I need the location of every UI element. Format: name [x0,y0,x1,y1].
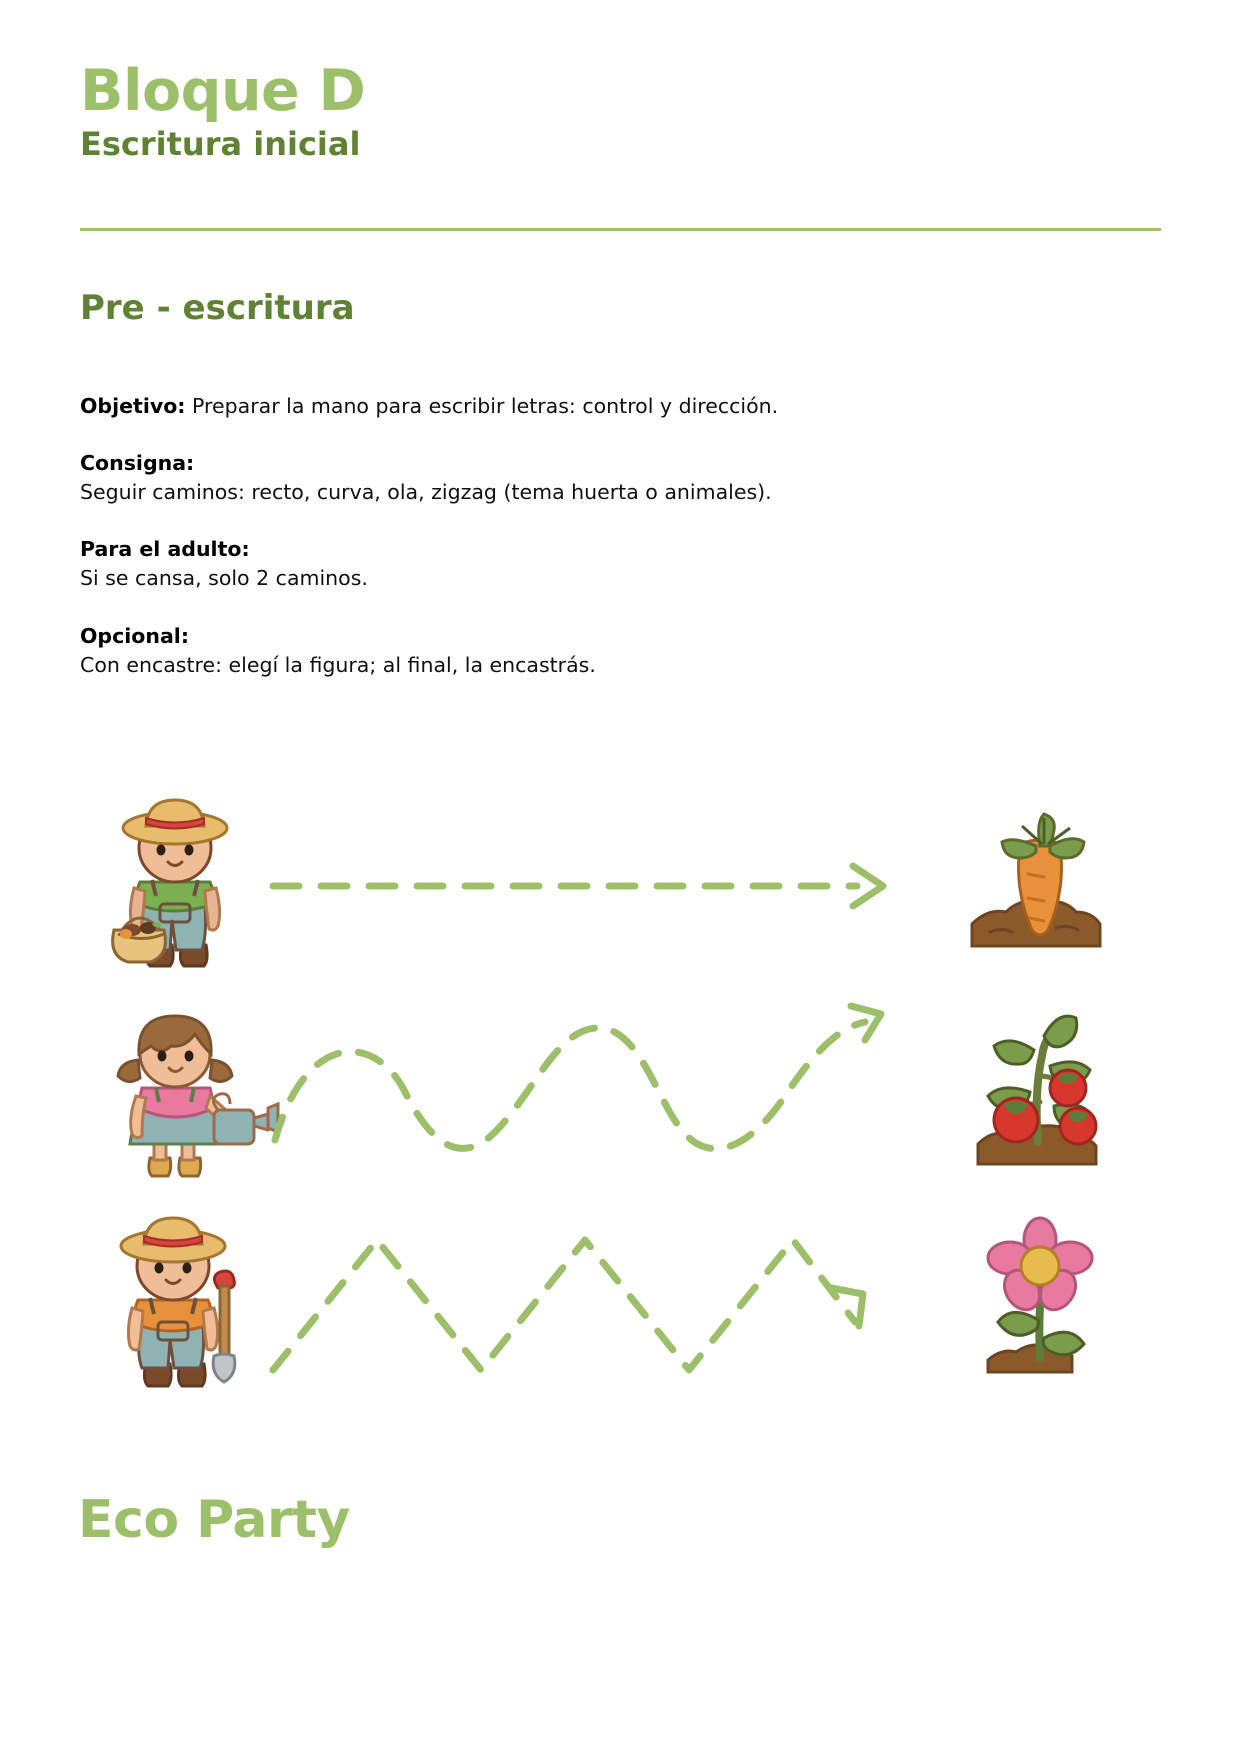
path-ola [265,992,915,1192]
instruction-body-consigna: Seguir caminos: recto, curva, ola, zigzag (tema huerta o animales). [80,480,772,505]
girl-with-watering-can-icon [90,992,260,1192]
carrot-in-soil-icon [960,782,1120,982]
instruction-inline-objetivo: Preparar la mano para escribir letras: control y dirección. [185,394,779,418]
instruction-label-consigna: Consigna: [80,451,195,476]
instruction-body-opcional: Con encastre: elegí la figura; al final, la encastrás. [80,652,596,677]
tracing-activity [80,782,1160,1422]
brand-logo: Eco Party [78,1490,350,1550]
instruction-para-el-adulto [80,535,1140,593]
path-zigzag [265,1202,915,1402]
boy-with-basket-icon [90,782,260,982]
instruction-consigna [80,449,1140,507]
instruction-body-para-el-adulto: Si se cansa, solo 2 caminos. [80,566,368,591]
instruction-opcional [80,622,1140,680]
path-recto [265,782,915,982]
instruction-label-para-el-adulto: Para el adulto: [80,537,250,562]
header-divider [80,228,1161,231]
pink-flower-icon [960,1202,1120,1402]
page-title: Bloque D [80,58,366,124]
tracing-row-zigzag [80,1202,1160,1402]
page-header [80,58,1160,164]
tomato-plant-icon [960,992,1120,1192]
instruction-label-objetivo: Objetivo: [80,394,186,418]
boy-with-shovel-icon [90,1202,260,1402]
instructions-block [80,392,1140,680]
tracing-row-ola [80,992,1160,1192]
page-subtitle: Escritura inicial [80,125,361,164]
instruction-objetivo [80,392,1140,421]
instruction-label-opcional: Opcional: [80,623,190,648]
tracing-row-recto [80,782,1160,982]
section-heading: Pre - escritura [80,288,355,328]
